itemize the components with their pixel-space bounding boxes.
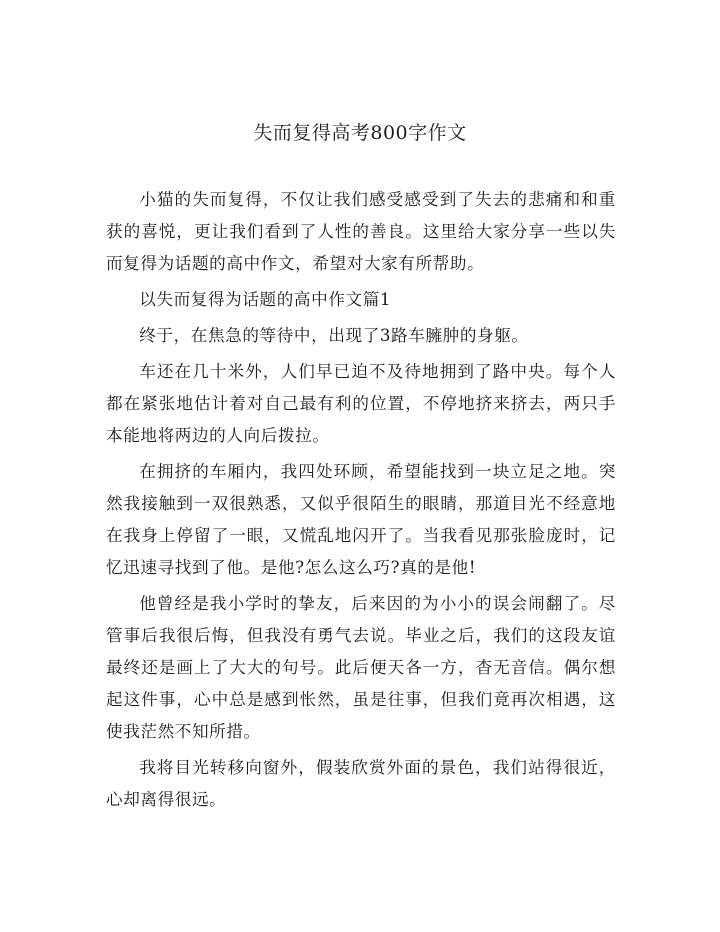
paragraph: 他曾经是我小学时的挚友，后来因的为小小的误会闹翻了。尽管事后我很后悔，但我没有勇气去说。毕业之后，我们的这段友谊最终还是画上了大大的句号。此后便天各一方，杳无音信。偶尔想起这件事，心中总是感到怅然，虽是往事，但我们竟再次相遇，这使我茫然不知所措。 (106, 594, 616, 741)
document-title: 失而复得高考800字作文 (253, 122, 467, 144)
document-body (106, 184, 616, 820)
paragraph: 车还在几十米外，人们早已迫不及待地拥到了路中央。每个人都在紧张地估计着对自己最有利的位置，不停地挤来挤去，两只手本能地将两边的人向后拨拉。 (106, 362, 616, 445)
paragraph: 终于，在焦急的等待中，出现了3路车臃肿的身躯。 (139, 326, 529, 345)
section-heading: 以失而复得为话题的高中作文篇1 (139, 290, 392, 309)
paragraph: 在拥挤的车厢内，我四处环顾，希望能找到一块立足之地。突然我接触到一双很熟悉，又似乎很陌生的眼睛，那道目光不经意地在我身上停留了一眼，又慌乱地闪开了。当我看见那张脸庞时，记忆迅速寻找到了他。是他?怎么这么巧?真的是他! (106, 462, 616, 577)
paragraph: 我将目光转移向窗外，假装欣赏外面的景色，我们站得很近，心却离得很远。 (106, 758, 616, 809)
paragraph: 小猫的失而复得，不仅让我们感受感受到了失去的悲痛和和重获的喜悦，更让我们看到了人性的善良。这里给大家分享一些以失而复得为话题的高中作文，希望对大家有所帮助。 (106, 190, 616, 273)
